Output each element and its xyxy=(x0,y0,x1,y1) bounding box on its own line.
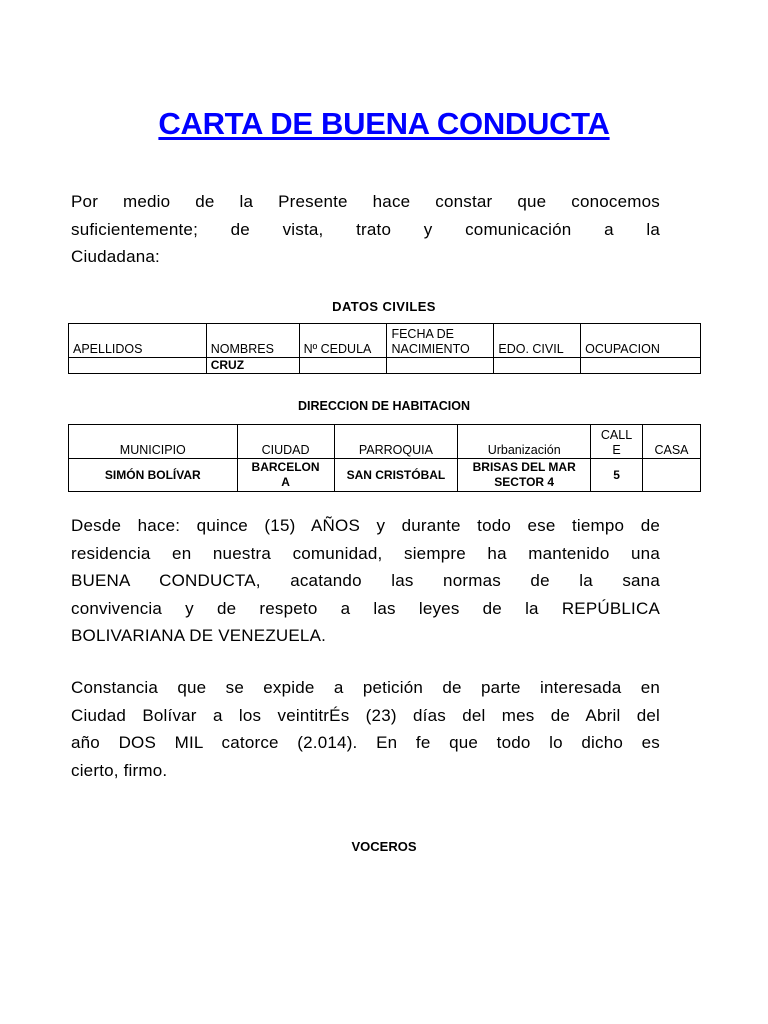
conduct-line: BUENA CONDUCTA, acatando las normas de la sana xyxy=(71,571,660,590)
cell-parroquia: SAN CRISTÓBAL xyxy=(334,459,458,492)
cell-apellidos xyxy=(69,358,207,374)
cell-cedula xyxy=(299,358,387,374)
header-municipio: MUNICIPIO xyxy=(69,425,238,459)
closing-line: año DOS MIL catorce (2.014). En fe que todo lo dicho es xyxy=(71,733,660,752)
conduct-line: Desde hace: quince (15) AÑOS y durante todo ese tiempo de xyxy=(71,516,660,535)
conduct-paragraph xyxy=(71,512,660,650)
intro-line: Por medio de la Presente hace constar que conocemos xyxy=(71,192,660,211)
cell-urbanizacion: BRISAS DEL MAR SECTOR 4 xyxy=(458,459,591,492)
header-urbanizacion: Urbanización xyxy=(458,425,591,459)
conduct-line: residencia en nuestra comunidad, siempre ha mantenido una xyxy=(71,543,660,563)
cell-nombres: CRUZ xyxy=(206,358,299,374)
header-cedula: Nº CEDULA xyxy=(299,324,387,358)
cell-ocupacion xyxy=(581,358,701,374)
closing-line: Ciudad Bolívar a los veintitrÉs (23) días del mes de Abril del xyxy=(71,705,660,725)
closing-paragraph xyxy=(71,674,660,784)
cell-casa xyxy=(643,459,701,492)
intro-line: Ciudadana: xyxy=(71,247,160,266)
address-heading: DIRECCION DE HABITACION xyxy=(298,399,470,413)
header-edo-civil: EDO. CIVIL xyxy=(494,324,581,358)
header-nombres: NOMBRES xyxy=(206,324,299,358)
header-ocupacion: OCUPACION xyxy=(581,324,701,358)
table-header-row xyxy=(69,324,701,358)
table-header-row xyxy=(69,425,701,459)
header-casa: CASA xyxy=(643,425,701,459)
header-ciudad: CIUDAD xyxy=(237,425,334,459)
cell-calle: 5 xyxy=(591,459,643,492)
cell-edo-civil xyxy=(494,358,581,374)
header-calle: CALL E xyxy=(591,425,643,459)
conduct-line: convivencia y de respeto a las leyes de la REPÚBLICA xyxy=(71,598,660,618)
cell-municipio: SIMÓN BOLÍVAR xyxy=(69,459,238,492)
page-title: CARTA DE BUENA CONDUCTA xyxy=(158,106,610,141)
closing-line: cierto, firmo. xyxy=(71,760,168,780)
header-parroquia: PARROQUIA xyxy=(334,425,458,459)
signatories-heading: VOCEROS xyxy=(351,839,417,854)
civil-data-heading: DATOS CIVILES xyxy=(332,299,436,314)
table-row xyxy=(69,459,701,492)
intro-line: suficientemente; de vista, trato y comunicación a la xyxy=(71,219,660,239)
header-apellidos: APELLIDOS xyxy=(69,324,207,358)
header-fecha-nacimiento: FECHA DE NACIMIENTO xyxy=(387,324,494,358)
cell-ciudad: BARCELON A xyxy=(237,459,334,492)
conduct-line: BOLIVARIANA DE VENEZUELA. xyxy=(71,626,327,645)
civil-data-table xyxy=(68,323,701,374)
closing-line: Constancia que se expide a petición de parte interesada en xyxy=(71,678,660,697)
cell-fecha-nacimiento xyxy=(387,358,494,374)
address-table xyxy=(68,424,701,492)
intro-paragraph xyxy=(71,188,660,271)
table-row xyxy=(69,358,701,374)
